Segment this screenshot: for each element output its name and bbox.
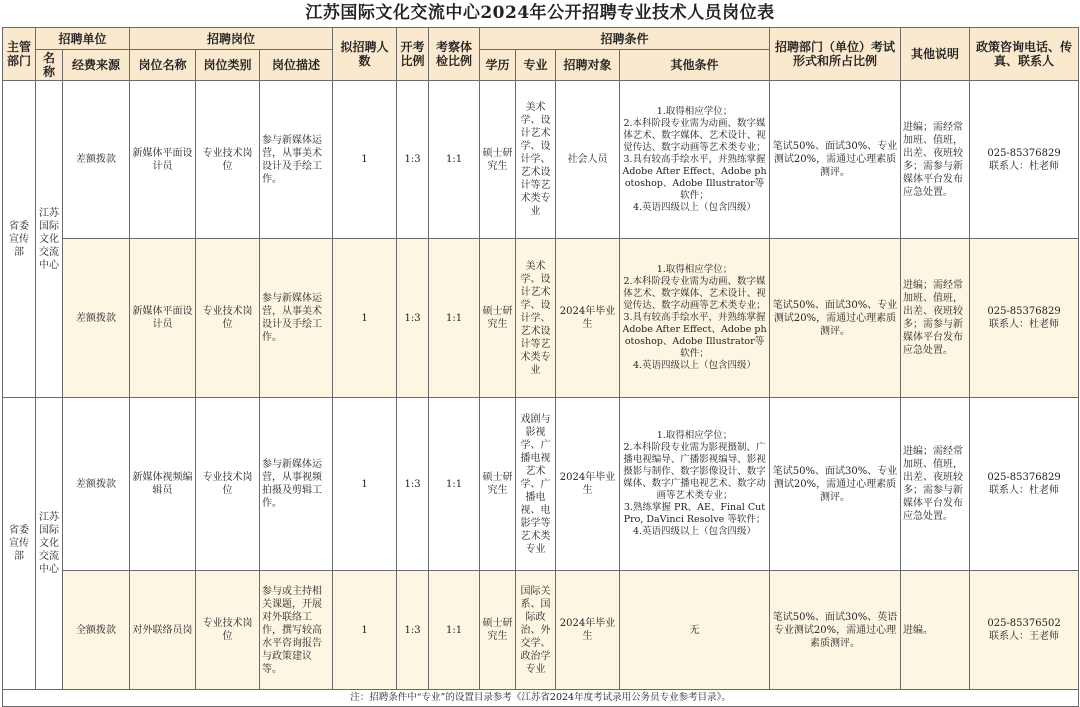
header-post-type: 岗位类别 xyxy=(196,50,260,81)
cell-post-name: 新媒体视频编辑员 xyxy=(130,398,196,571)
cell-dept: 省委宣传部 xyxy=(3,398,36,690)
cell-target: 社会人员 xyxy=(556,81,620,239)
cell-post-type: 专业技术岗位 xyxy=(196,571,260,690)
cell-post-type: 专业技术岗位 xyxy=(196,398,260,571)
cell-major: 美术学、设计艺术学、设计学、艺术设计等艺术类专业 xyxy=(516,239,556,398)
cell-major: 国际关系、国际政治、外交学、政治学专业 xyxy=(516,571,556,690)
header-other: 其他条件 xyxy=(620,50,770,81)
cell-exam-form: 笔试50%、面试30%、专业测试20%，需通过心理素质测评。 xyxy=(770,239,901,398)
cell-count: 1 xyxy=(333,239,397,398)
cell-major: 美术学、设计艺术学、设计学、艺术设计等艺术类专业 xyxy=(516,81,556,239)
cell-edu: 硕士研究生 xyxy=(480,81,516,239)
cell-ratio-exam: 1:3 xyxy=(397,239,429,398)
cell-post-name: 新媒体平面设计员 xyxy=(130,81,196,239)
cell-ratio-exam: 1:3 xyxy=(397,571,429,690)
cell-count: 1 xyxy=(333,81,397,239)
header-edu: 学历 xyxy=(480,50,516,81)
cell-ratio-check: 1:1 xyxy=(429,239,480,398)
footnote: 注：招聘条件中“专业”的设置目录参考《江苏省2024年度考试录用公务员专业参考目录》。 xyxy=(3,690,1079,707)
cell-target: 2024年毕业生 xyxy=(556,571,620,690)
cell-post-desc: 参与新媒体运营，从事美术设计及手绘工作。 xyxy=(260,239,333,398)
header-exam-form: 招聘部门（单位）考试形式和所占比例 xyxy=(770,28,901,81)
cell-exam-form: 笔试50%、面试30%、专业测试20%，需通过心理素质测评。 xyxy=(770,398,901,571)
note-row xyxy=(3,690,1079,707)
cell-other: 1.取得相应学位； 2.本科阶段专业需为动画、数字媒体艺术、数字媒体、艺术设计、视觉传达、数字动画等艺术类专业； 3.具有较高手绘水平，并熟练掌握Adobe After Effect、Adobe photoshop、Adobe Illustrator等软件； 4.英语四级以上（包含四级） xyxy=(620,81,770,239)
cell-post-desc: 参与或主持相关课题，开展对外联络工作，撰写较高水平咨询报告与政策建议等。 xyxy=(260,571,333,690)
header-post-group: 招聘岗位 xyxy=(130,28,333,50)
cell-other: 1.取得相应学位； 2.本科阶段专业需为影视摄制、广播电视编导、广播影视编导、影视摄影与制作、数字影像设计、数字媒体、数字广播电视艺术、数字动画等艺术类专业； 3.熟练掌握 PR、AE、Final Cut Pro, DaVinci Resolve 等软件； 4.英语四级以上（包含四级） xyxy=(620,398,770,571)
header-count: 拟招聘人数 xyxy=(333,28,397,81)
table-row xyxy=(3,398,1079,571)
cell-remark: 进编；需经常加班、值班，出差、夜班较多；需参与新媒体平台发布应急处置。 xyxy=(901,81,970,239)
cell-other: 无 xyxy=(620,571,770,690)
cell-ratio-check: 1:1 xyxy=(429,81,480,239)
cell-remark: 进编；需经常加班、值班，出差、夜班较多；需参与新媒体平台发布应急处置。 xyxy=(901,239,970,398)
header-ratio-check: 考察体检比例 xyxy=(429,28,480,81)
cell-ratio-check: 1:1 xyxy=(429,398,480,571)
cell-contact: 025-85376502 联系人：王老师 xyxy=(970,571,1079,690)
header-funding: 经费来源 xyxy=(63,50,130,81)
cell-target: 2024年毕业生 xyxy=(556,398,620,571)
header-post-desc: 岗位描述 xyxy=(260,50,333,81)
cell-post-desc: 参与新媒体运营，从事视频拍摄及剪辑工作。 xyxy=(260,398,333,571)
cell-exam-form: 笔试50%、面试30%、英语专业测试20%，需通过心理素质测评。 xyxy=(770,571,901,690)
cell-funding: 差额拨款 xyxy=(63,81,130,239)
cell-ratio-check: 1:1 xyxy=(429,571,480,690)
cell-unit-name: 江苏国际文化交流中心 xyxy=(36,81,63,398)
cell-remark: 进编；需经常加班、值班，出差、夜班较多；需参与新媒体平台发布应急处置。 xyxy=(901,398,970,571)
cell-contact: 025-85376829 联系人：杜老师 xyxy=(970,81,1079,239)
cell-contact: 025-85376829 联系人：杜老师 xyxy=(970,239,1079,398)
header-target: 招聘对象 xyxy=(556,50,620,81)
header-cond-group: 招聘条件 xyxy=(480,28,770,50)
table-row xyxy=(3,81,1079,239)
cell-edu: 硕士研究生 xyxy=(480,571,516,690)
header-dept: 主管部门 xyxy=(3,28,36,81)
cell-edu: 硕士研究生 xyxy=(480,239,516,398)
cell-post-desc: 参与新媒体运营，从事美术设计及手绘工作。 xyxy=(260,81,333,239)
cell-post-name: 新媒体平面设计员 xyxy=(130,239,196,398)
cell-ratio-exam: 1:3 xyxy=(397,81,429,239)
header-row-1 xyxy=(3,28,1079,50)
header-contact: 政策咨询电话、传真、联系人 xyxy=(970,28,1079,81)
cell-remark: 进编。 xyxy=(901,571,970,690)
cell-unit-name: 江苏国际文化交流中心 xyxy=(36,398,63,690)
cell-post-type: 专业技术岗位 xyxy=(196,81,260,239)
header-remark: 其他说明 xyxy=(901,28,970,81)
header-post-name: 岗位名称 xyxy=(130,50,196,81)
cell-edu: 硕士研究生 xyxy=(480,398,516,571)
cell-major: 戏剧与影视学、广播电视艺术学、广播电视、电影学等艺术类专业 xyxy=(516,398,556,571)
cell-post-type: 专业技术岗位 xyxy=(196,239,260,398)
header-major: 专业 xyxy=(516,50,556,81)
cell-post-name: 对外联络员岗 xyxy=(130,571,196,690)
cell-other: 1.取得相应学位； 2.本科阶段专业需为动画、数字媒体艺术、数字媒体、艺术设计、视觉传达、数字动画等艺术类专业； 3.具有较高手绘水平，并熟练掌握Adobe After Effect、Adobe photoshop、Adobe Illustrator等软件； 4.英语四级以上（包含四级） xyxy=(620,239,770,398)
cell-ratio-exam: 1:3 xyxy=(397,398,429,571)
cell-count: 1 xyxy=(333,571,397,690)
header-ratio-exam: 开考比例 xyxy=(397,28,429,81)
table-row xyxy=(3,571,1079,690)
header-name: 名称 xyxy=(36,50,63,81)
cell-exam-form: 笔试50%、面试30%、专业测试20%，需通过心理素质测评。 xyxy=(770,81,901,239)
header-unit-group: 招聘单位 xyxy=(36,28,130,50)
cell-count: 1 xyxy=(333,398,397,571)
cell-funding: 差额拨款 xyxy=(63,398,130,571)
cell-dept: 省委宣传部 xyxy=(3,81,36,398)
cell-target: 2024年毕业生 xyxy=(556,239,620,398)
cell-funding: 全额拨款 xyxy=(63,571,130,690)
cell-funding: 差额拨款 xyxy=(63,239,130,398)
cell-contact: 025-85376829 联系人：杜老师 xyxy=(970,398,1079,571)
table-row xyxy=(3,239,1079,398)
recruitment-table xyxy=(2,27,1079,707)
page-title: 江苏国际文化交流中心2024年公开招聘专业技术人员岗位表 xyxy=(305,3,775,23)
